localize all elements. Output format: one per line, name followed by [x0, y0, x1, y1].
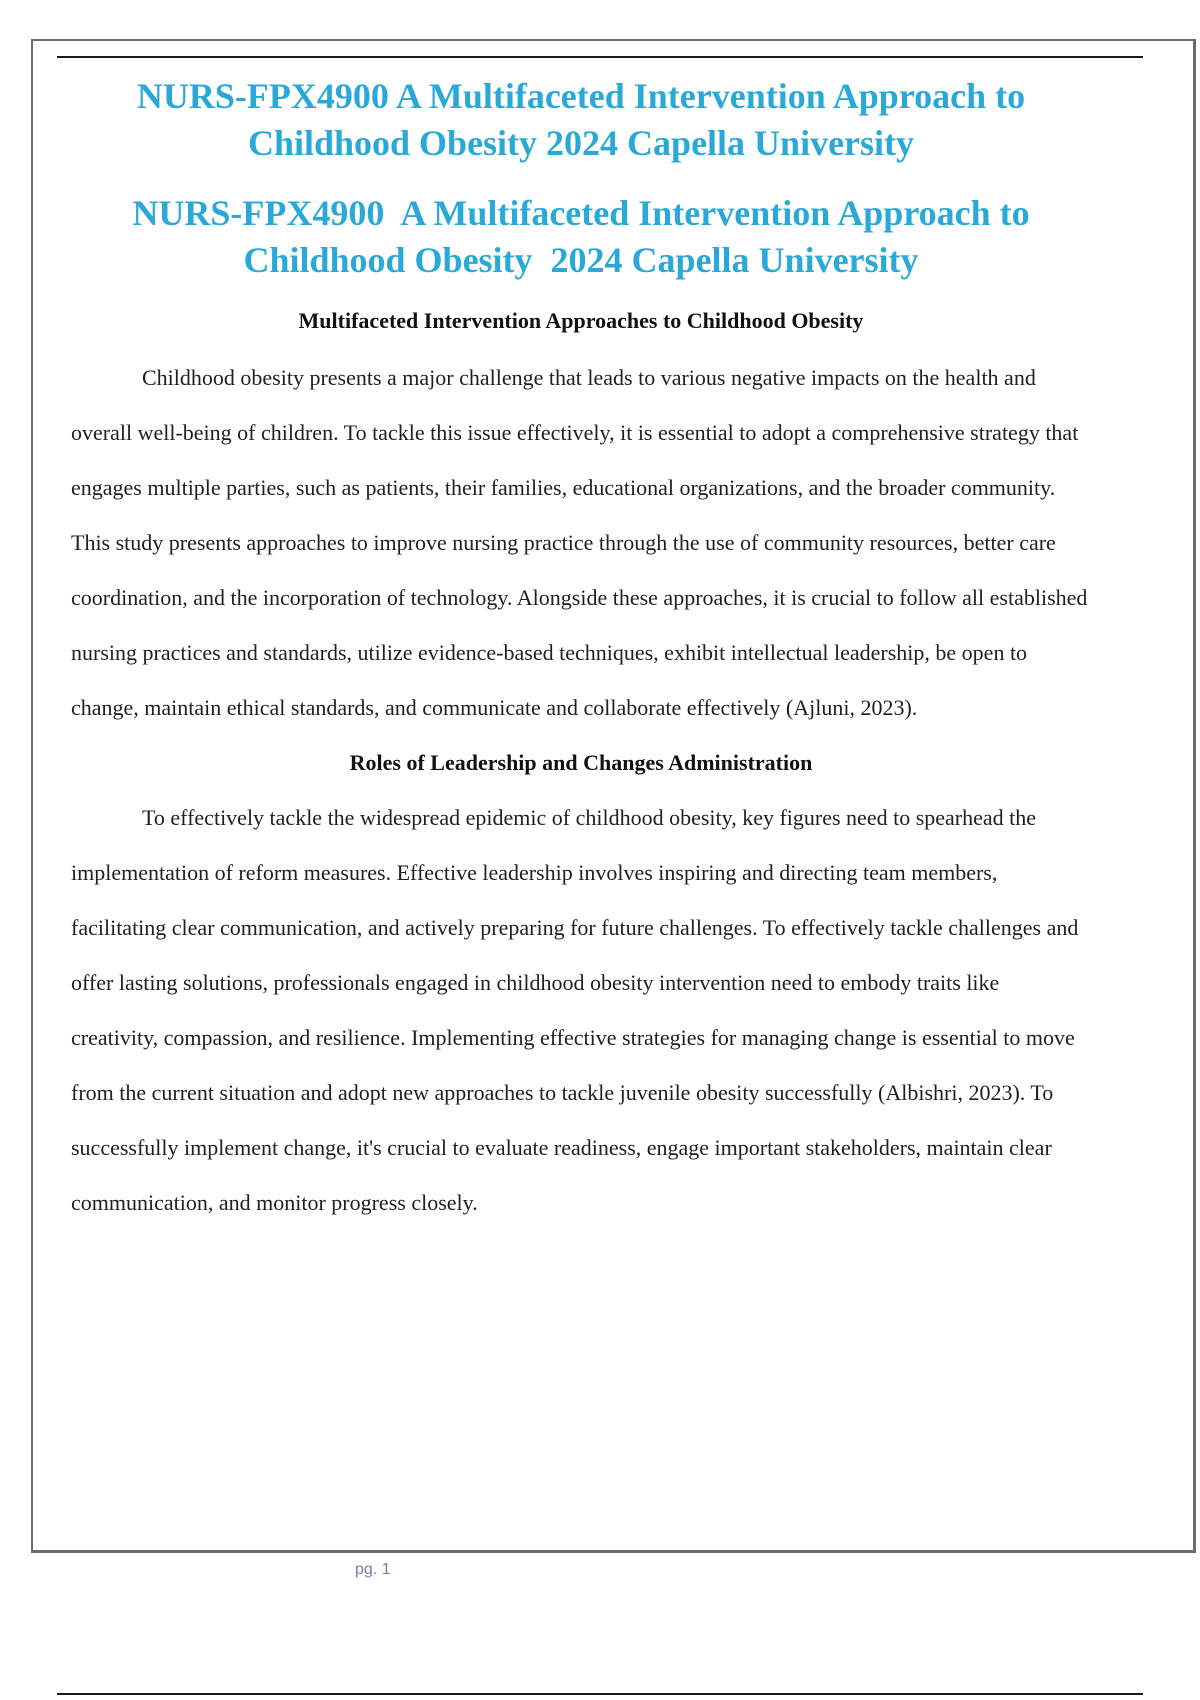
page-number: pg. 1 [355, 1561, 391, 1578]
document-title-repeat: NURS-FPX4900 A Multifaceted Intervention Approach to Childhood Obesity 2024 Capella University [132, 193, 1030, 280]
document-body [71, 70, 1091, 1230]
document-title: NURS-FPX4900 A Multifaceted Intervention Approach to Childhood Obesity 2024 Capella University [136, 76, 1026, 163]
paragraph-leadership: To effectively tackle the widespread epidemic of childhood obesity, key figures need to spearhead the implementation of reform measures. Effective leadership involves inspiring and directing team members, facilitating clear communication, and actively preparing for future challenges. To effectively tackle challenges and offer lasting solutions, professionals engaged in childhood obesity intervention need to embody traits like creativity, compassion, and resilience. Implementing effective strategies for managing change is essential to move from the current situation and adopt new approaches to tackle juvenile obesity successfully (Albishri, 2023). To successfully implement change, it's crucial to evaluate readiness, engage important stakeholders, maintain clear communication, and monitor progress closely. [71, 805, 1079, 1215]
section-heading-leadership: Roles of Leadership and Changes Administration [349, 750, 813, 775]
bottom-rule [57, 1693, 1143, 1695]
top-rule [57, 56, 1143, 58]
section-heading-interventions: Multifaceted Intervention Approaches to Childhood Obesity [298, 308, 864, 333]
paragraph-interventions: Childhood obesity presents a major challenge that leads to various negative impacts on the health and overall well-being of children. To tackle this issue effectively, it is essential to adopt a comprehensive strategy that engages multiple parties, such as patients, their families, educational organizations, and the broader community. This study presents approaches to improve nursing practice through the use of community resources, better care coordination, and the incorporation of technology. Alongside these approaches, it is crucial to follow all established nursing practices and standards, utilize evidence-based techniques, exhibit intellectual leadership, be open to change, maintain ethical standards, and communicate and collaborate effectively (Ajluni, 2023). [71, 365, 1088, 720]
